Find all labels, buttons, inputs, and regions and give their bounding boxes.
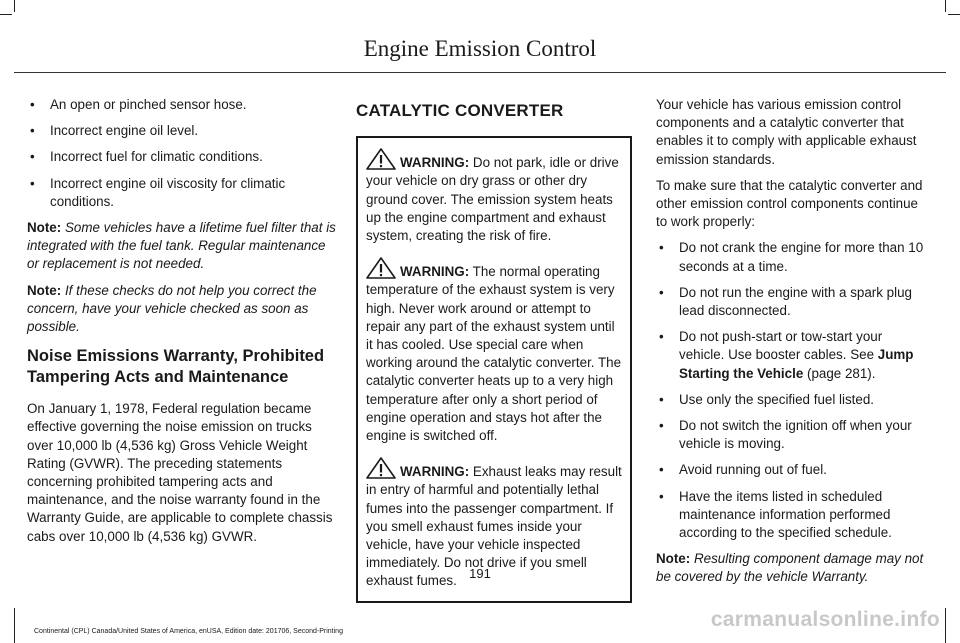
paragraph: To make sure that the catalytic converter and other emission control components continue to work properly: xyxy=(656,177,923,230)
warning xyxy=(366,257,624,445)
warning-text: The normal operating temperature of the exhaust system is very high. Never work around or attempt to repair any part of the exhaust system until it has cooled. Use special care when working around the catalytic converter. The catalytic converter heats up to a very high temperature after only a short period of engine operation and stays hot after the engine is switched off. xyxy=(366,264,622,444)
header-divider xyxy=(14,72,946,73)
list-item: • Incorrect engine oil level. xyxy=(27,122,337,140)
list-item: • Incorrect engine oil viscosity for climatic conditions. xyxy=(27,175,337,211)
warning-triangle-icon xyxy=(366,257,396,279)
list-item: • Do not run the engine with a spark plug lead disconnected. xyxy=(656,284,930,320)
list-item: • Do not crank the engine for more than 10 seconds at a time. xyxy=(656,239,930,275)
note-text: Some vehicles have a lifetime fuel filter that is integrated with the fuel tank. Regular maintenance or replacement is not needed. xyxy=(27,220,336,272)
warning-label: WARNING: xyxy=(400,264,470,280)
list-item-text: Do not push-start or tow-start your vehicle. Use booster cables. See xyxy=(679,329,883,363)
note xyxy=(27,282,337,337)
page-number: 191 xyxy=(469,566,491,581)
column-right xyxy=(656,96,930,595)
section-heading: CATALYTIC CONVERTER xyxy=(356,101,564,120)
warning-label: WARNING: xyxy=(400,155,470,171)
warning-triangle-icon xyxy=(366,148,396,170)
bullet-list xyxy=(27,96,337,211)
list-item: • Incorrect fuel for climatic conditions. xyxy=(27,148,337,166)
warning xyxy=(366,148,624,245)
note-text: Resulting component damage may not be covered by the vehicle Warranty. xyxy=(656,551,924,585)
list-item xyxy=(656,328,930,383)
list-item: • Avoid running out of fuel. xyxy=(656,461,930,479)
list-item: • Do not switch the ignition off when your vehicle is moving. xyxy=(656,417,930,453)
note xyxy=(27,219,337,274)
crop-mark xyxy=(14,0,15,12)
list-item: • Use only the specified fuel listed. xyxy=(656,391,930,409)
crop-mark xyxy=(945,0,946,12)
crop-mark xyxy=(945,608,946,643)
list-item: • Have the items listed in scheduled maintenance information performed according to the specified schedule. xyxy=(656,488,930,543)
warning-text: Exhaust leaks may result in entry of harmful and potentially lethal fumes into the passenger compartment. If you smell exhaust fumes inside your vehicle, have your vehicle inspected immediately. Do not drive if you smell exhaust fumes. xyxy=(366,464,622,589)
paragraph: On January 1, 1978, Federal regulation became effective governing the noise emission on trucks over 10,000 lb (4,536 kg) Gross Vehicle Weight Rating (GVWR). The preceding statements concerning prohibited tampering acts and maintenance, and the noise warranty found in the Warranty Guide, are applicable to complete chassis cabs over 10,000 lb (4,536 kg) GVWR. xyxy=(27,401,333,544)
jump-starting-link[interactable]: Jump Starting the Vehicle xyxy=(679,347,914,381)
page-title: Engine Emission Control xyxy=(363,36,597,61)
warning-triangle-icon xyxy=(366,457,396,479)
crop-mark xyxy=(0,14,12,15)
crop-mark xyxy=(14,608,15,643)
watermark: carmanualsonline.info xyxy=(710,608,940,631)
bullet-list xyxy=(656,239,930,542)
list-item: • An open or pinched sensor hose. xyxy=(27,96,337,114)
note-label: Note: xyxy=(27,282,62,298)
column-middle xyxy=(356,96,632,603)
warning-label: WARNING: xyxy=(400,464,470,480)
note-text: If these checks do not help you correct the concern, have your vehicle checked as soon as possible. xyxy=(27,282,317,335)
paragraph: Your vehicle has various emission control components and a catalytic converter that enables it to comply with applicable exhaust emission standards. xyxy=(656,97,917,167)
column-left xyxy=(27,96,337,554)
note-label: Note: xyxy=(656,551,691,567)
warning-box xyxy=(356,136,632,602)
warning-text: Do not park, idle or drive your vehicle on dry grass or other dry ground cover. The emission system heats up the engine compartment and exhaust system, creating the risk of fire. xyxy=(366,155,619,244)
note-label: Note: xyxy=(27,220,62,236)
section-heading: Noise Emissions Warranty, Prohibited Tampering Acts and Maintenance xyxy=(27,347,325,387)
page-reference: (page 281). xyxy=(803,365,876,381)
edition-footer: Continental (CPL) Canada/United States of America, enUSA, Edition date: 201706, Second-Printing xyxy=(34,628,343,635)
crop-mark xyxy=(948,14,960,15)
